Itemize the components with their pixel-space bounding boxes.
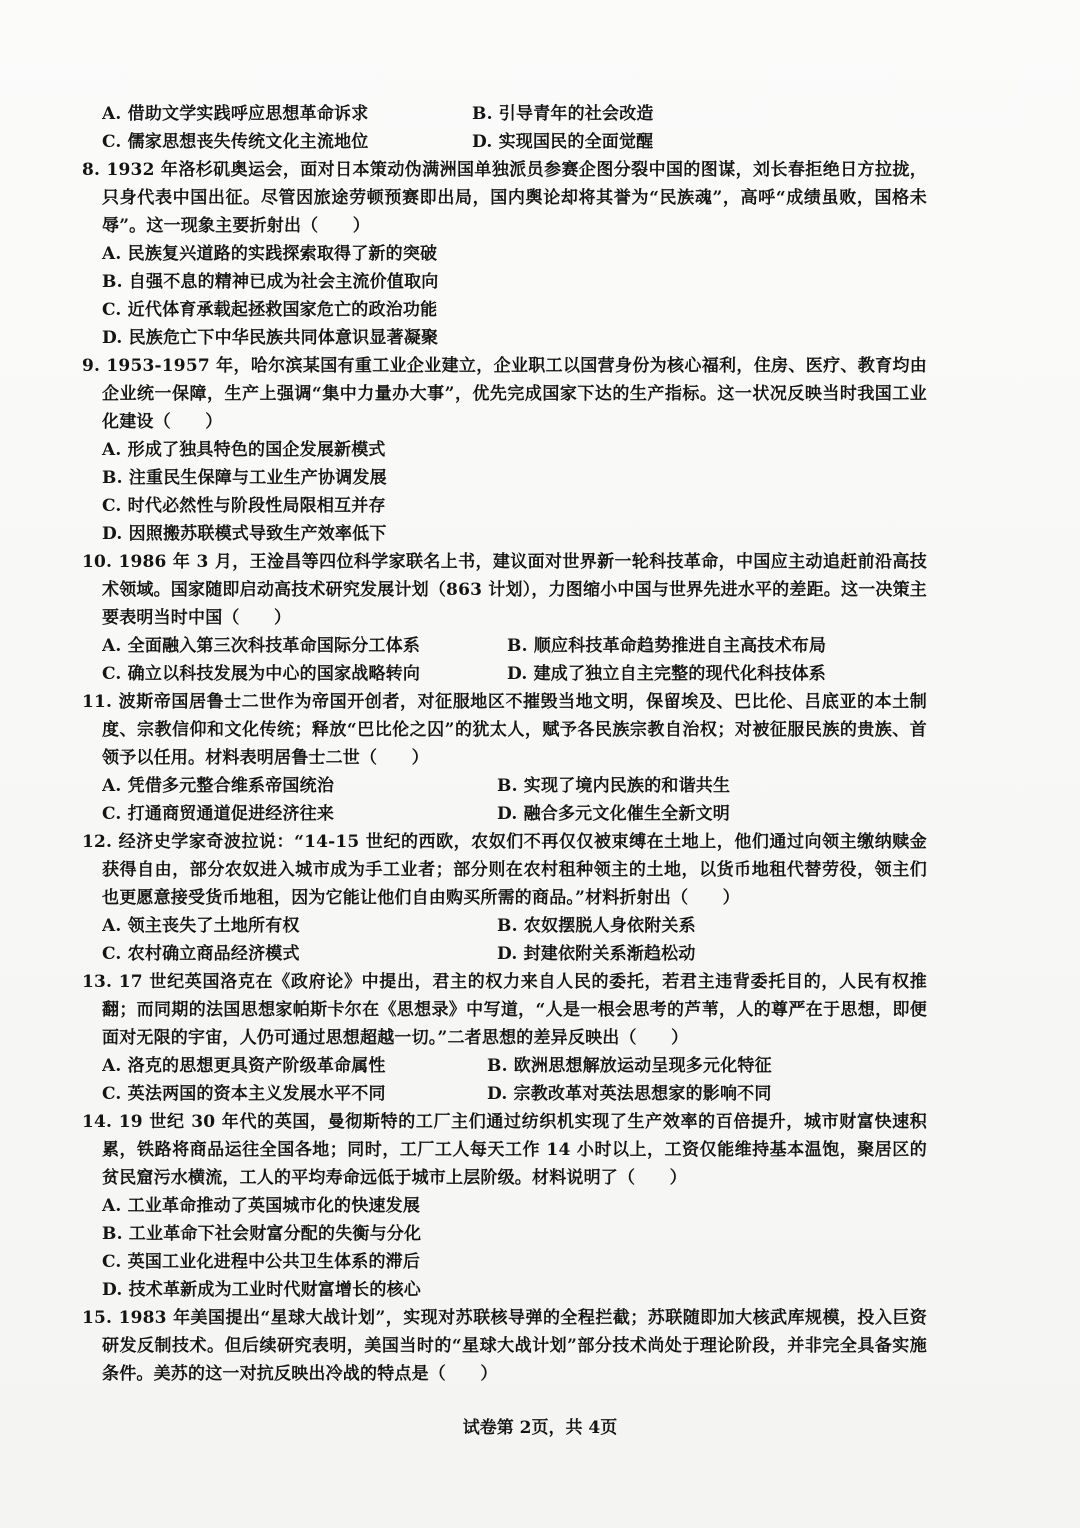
question-12-stem: 12. 经济史学家奇波拉说：“14-15 世纪的西欧，农奴们不再仅仅被束缚在土地上，他们通过向领主缴纳赎金获得自由，部分农奴进入城市成为手工业者；部分则在农村租种领主的土地，以货币地租代替劳役，领主们也更愿意接受货币地租，因为它能让他们自由购买所需的商品。”材料折射出（ ） [82,832,927,908]
q7-option-a[interactable]: A. 借助文学实践呼应思想革命诉求 [102,104,369,124]
q13-options-row2 [82,1080,927,1108]
q11-option-a[interactable]: A. 凭借多元整合维系帝国统治 [102,776,335,796]
q10-option-d[interactable]: D. 建成了独立自主完整的现代化科技体系 [507,664,826,684]
q12-option-d[interactable]: D. 封建依附关系渐趋松动 [497,944,696,964]
page-footer: 试卷第 2页，共 4页 [462,1418,618,1438]
q14-option-b[interactable]: B. 工业革命下社会财富分配的失衡与分化 [102,1224,422,1244]
q9-option-d[interactable]: D. 因照搬苏联模式导致生产效率低下 [102,524,387,544]
question-13 [82,968,927,1108]
q7-option-c[interactable]: C. 儒家思想丧失传统文化主流地位 [102,132,369,152]
q13-option-d[interactable]: D. 宗教改革对英法思想家的影响不同 [487,1084,772,1104]
q10-options-row1 [82,632,927,660]
q7-options-row1 [82,100,927,128]
question-9 [82,352,927,548]
q7-option-d[interactable]: D. 实现国民的全面觉醒 [472,132,654,152]
q8-option-a[interactable]: A. 民族复兴道路的实践探索取得了新的突破 [102,244,438,264]
q10-option-a[interactable]: A. 全面融入第三次科技革命国际分工体系 [102,636,421,656]
question-14-stem: 14. 19 世纪 30 年代的英国，曼彻斯特的工厂主们通过纺织机实现了生产效率的百倍提升，城市财富快速积累，铁路将商品运往全国各地；同时，工厂工人每天工作 14 小时以上，工资仅能维持基本温饱，聚居区的贫民窟污水横流，工人的平均寿命远低于城市上层阶级。材料说明了（ ） [82,1112,927,1188]
question-11-stem: 11. 波斯帝国居鲁士二世作为帝国开创者，对征服地区不摧毁当地文明，保留埃及、巴比伦、吕底亚的本土制度、宗教信仰和文化传统；释放“巴比伦之囚”的犹太人，赋予各民族宗教自治权；对被征服民族的贵族、首领予以任用。材料表明居鲁士二世（ ） [82,692,927,768]
q9-option-c[interactable]: C. 时代必然性与阶段性局限相互并存 [102,496,386,516]
q14-option-c[interactable]: C. 英国工业化进程中公共卫生体系的滞后 [102,1252,421,1272]
q10-option-c[interactable]: C. 确立以科技发展为中心的国家战略转向 [102,664,421,684]
question-10-stem: 10. 1986 年 3 月，王淦昌等四位科学家联名上书，建议面对世界新一轮科技革命，中国应主动追赶前沿高技术领域。国家随即启动高技术研究发展计划（863 计划），力图缩小中国与世界先进水平的差距。这一决策主要表明当时中国（ ） [82,552,927,628]
q11-option-d[interactable]: D. 融合多元文化催生全新文明 [497,804,730,824]
q12-options-row1 [82,912,927,940]
q7-option-b[interactable]: B. 引导青年的社会改造 [472,104,654,124]
question-8-stem: 8. 1932 年洛杉矶奥运会，面对日本策动伪满洲国单独派员参赛企图分裂中国的图谋，刘长春拒绝日方拉拢，只身代表中国出征。尽管因旅途劳顿预赛即出局，国内舆论却将其誉为“民族魂”，高呼“成绩虽败，国格未辱”。这一现象主要折射出（ ） [82,160,927,236]
q13-options-row1 [82,1052,927,1080]
q11-option-c[interactable]: C. 打通商贸通道促进经济往来 [102,804,335,824]
q13-option-a[interactable]: A. 洛克的思想更具资产阶级革命属性 [102,1056,386,1076]
q11-options-row2 [82,800,927,828]
question-14 [82,1108,927,1304]
q12-option-c[interactable]: C. 农村确立商品经济模式 [102,944,300,964]
q14-option-d[interactable]: D. 技术革新成为工业时代财富增长的核心 [102,1280,421,1300]
q10-option-b[interactable]: B. 顺应科技革命趋势推进自主高技术布局 [507,636,827,656]
q12-options-row2 [82,940,927,968]
question-13-stem: 13. 17 世纪英国洛克在《政府论》中提出，君主的权力来自人民的委托，若君主违背委托目的，人民有权推翻；而同期的法国思想家帕斯卡尔在《思想录》中写道，“人是一根会思考的芦苇，人的尊严在于思想，即便面对无限的宇宙，人仍可通过思想超越一切。”二者思想的差异反映出（ ） [82,972,927,1048]
q9-option-b[interactable]: B. 注重民生保障与工业生产协调发展 [102,468,387,488]
question-12 [82,828,927,968]
q13-option-c[interactable]: C. 英法两国的资本主义发展水平不同 [102,1084,386,1104]
question-8 [82,156,927,352]
question-10 [82,548,927,688]
question-11 [82,688,927,828]
q13-option-b[interactable]: B. 欧洲思想解放运动呈现多元化特征 [487,1056,772,1076]
q8-option-d[interactable]: D. 民族危亡下中华民族共同体意识显著凝聚 [102,328,439,348]
q11-option-b[interactable]: B. 实现了境内民族的和谐共生 [497,776,731,796]
question-15 [82,1304,927,1388]
q14-option-a[interactable]: A. 工业革命推动了英国城市化的快速发展 [102,1196,421,1216]
q8-option-b[interactable]: B. 自强不息的精神已成为社会主流价值取向 [102,272,439,292]
q9-option-a[interactable]: A. 形成了独具特色的国企发展新模式 [102,440,386,460]
q12-option-b[interactable]: B. 农奴摆脱人身依附关系 [497,916,696,936]
q7-options-row2 [82,128,927,156]
q11-options-row1 [82,772,927,800]
question-9-stem: 9. 1953-1957 年，哈尔滨某国有重工业企业建立，企业职工以国营身份为核心福利，住房、医疗、教育均由企业统一保障，生产上强调“集中力量办大事”，优先完成国家下达的生产指标。这一状况反映当时我国工业化建设（ ） [82,356,927,432]
question-list [82,100,927,1388]
q10-options-row2 [82,660,927,688]
question-15-stem: 15. 1983 年美国提出“星球大战计划”，实现对苏联核导弹的全程拦截；苏联随即加大核武库规模，投入巨资研发反制技术。但后续研究表明，美国当时的“星球大战计划”部分技术尚处于理论阶段，并非完全具备实施条件。美苏的这一对抗反映出冷战的特点是（ ） [82,1308,927,1384]
q8-option-c[interactable]: C. 近代体育承载起拯救国家危亡的政治功能 [102,300,438,320]
q12-option-a[interactable]: A. 领主丧失了土地所有权 [102,916,300,936]
